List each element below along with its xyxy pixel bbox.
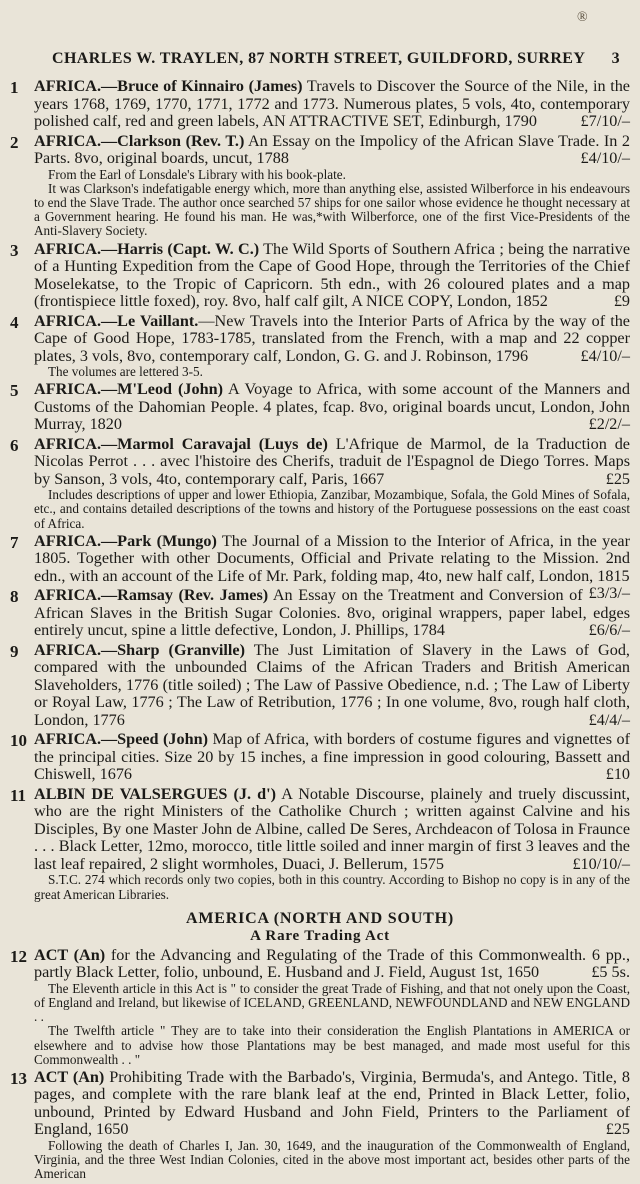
entry-text: The Journal of a Mission to the Interior of Africa, in the year 1805. Together with other Documents, Official and Private relating to the Mission. 2nd edn., with an account of the Life of Mr. Park, folding map, 4to, new half calf, London, 1815 xyxy=(34,531,630,585)
entry-lead: AFRICA.—Speed (John) xyxy=(34,730,209,749)
entry-number: 12 xyxy=(10,946,27,966)
entry-text: L'Afrique de Marmol, de la Traduction de Nicolas Perrot . . . avec l'histoire des Cherifs, traduit de l'Espagnol de Diego Torres. Maps by Sanson, 3 vols, 4to, contemporary calf, Paris, 1667 xyxy=(34,434,630,488)
entry-number: 8 xyxy=(10,587,19,607)
entry-lead: AFRICA.—Clarkson (Rev. T.) xyxy=(34,131,245,150)
entry-price: £10/10/– xyxy=(572,854,630,873)
header-title: CHARLES W. TRAYLEN, 87 NORTH STREET, GUILDFORD, SURREY xyxy=(52,50,586,67)
entry-number: 4 xyxy=(10,312,19,332)
entry-number: 3 xyxy=(10,240,19,260)
entry-lead: AFRICA.—Park (Mungo) xyxy=(34,531,217,550)
catalogue-entry xyxy=(10,584,630,640)
entry-price: £4/10/– xyxy=(580,149,630,167)
entry-text: Travels to Discover the Source of the Nile, in the years 1768, 1769, 1770, 1771, 1772 and 1773. Numerous plates, 5 vols, 4to, contemporary polished calf, red and green labels, AN ATTRACTIVE SET, Edinburgh, 1790 xyxy=(34,77,630,130)
entry-note: Includes descriptions of upper and lower Ethiopia, Zanzibar, Mozambique, Sofala, the Gold Mines of Sofala, etc., and contains detailed descriptions of the towns and history of the Portuguese possessions on the east coast of Africa. xyxy=(34,487,630,531)
entry-text: —New Travels into the Interior Parts of Africa by the way of the Cape of Good Hope, 1783-1785, translated from the French, with a map and 22 copper plates, 3 vols, 8vo, contemporary calf, London, G. G. and J. Robinson, 1796 xyxy=(34,311,630,365)
entry-lead: ACT (An) xyxy=(34,1067,105,1086)
entry-description xyxy=(34,313,630,366)
entry-lead: ALBIN DE VALSERGUES (J. d') xyxy=(34,784,277,803)
entry-text: An Essay on the Treatment and Conversion of African Slaves in the British Sugar Colonies. 8vo, original wrappers, paper label, edges entirely uncut, spine a little defective, London, J. Phillips, 1784 xyxy=(34,586,630,640)
entry-lead: AFRICA.—Harris (Capt. W. C.) xyxy=(34,239,260,258)
entry-description xyxy=(34,436,630,489)
entry-price: £10 xyxy=(605,765,630,784)
entry-number: 6 xyxy=(10,435,19,455)
entry-description xyxy=(34,241,630,311)
entry-text: A Voyage to Africa, with some account of the Manners and Customs of the Dahomian People. 4 plates, fcap. 8vo, original boards uncut, London, John Murray, 1820 xyxy=(34,380,630,434)
entry-number: 13 xyxy=(10,1068,27,1088)
section-heading: AMERICA (NORTH AND SOUTH) xyxy=(186,909,454,927)
entry-text: An Essay on the Impolicy of the African Slave Trade. In 2 Parts. 8vo, original boards, uncut, 1788 xyxy=(34,131,630,167)
catalogue-entry xyxy=(10,241,630,311)
entry-text: A Notable Discourse, plainely and truely discussint, who are the right Ministers of the Catholike Church ; written against Calvine and his Disciples, By one Master John de Albine, called De Seres, Archdeacon of Tolosa in Fraunce . . . Black Letter, 12mo, morocco, title little soiled and inner margin of first 3 leaves and the last leaf repaired, 2 slight wormholes, Duaci, J. Bellerum, 1575 xyxy=(34,784,631,873)
entry-number: 9 xyxy=(10,641,19,661)
entry-description xyxy=(34,947,630,982)
entry-list-america xyxy=(10,947,630,1182)
entry-note: From the Earl of Lonsdale's Library with his book-plate. xyxy=(48,166,346,182)
catalogue-entry xyxy=(10,436,630,531)
entry-number: 10 xyxy=(10,731,27,751)
entry-price: £3/3/– xyxy=(588,584,630,603)
entry-price: £7/10/– xyxy=(580,112,630,130)
catalogue-entry xyxy=(10,381,630,434)
entry-lead: AFRICA.—Sharp (Granville) xyxy=(34,640,245,659)
entry-note: The Eleventh article in this Act is " to consider the great Trade of Fishing, and that not onely upon the Coast, of England and Ireland, but likewise of ICELAND, GREENLAND, NEWFOUNDLAND and NEW ENGLAND . . xyxy=(34,980,630,1025)
section-subheading: A Rare Trading Act xyxy=(250,927,390,944)
entry-list-africa xyxy=(10,78,630,902)
entry-number: 2 xyxy=(10,132,19,152)
entry-description xyxy=(34,381,630,434)
entry-number: 5 xyxy=(10,381,19,401)
entry-price: £9 xyxy=(613,292,630,311)
entry-note: The volumes are lettered 3-5. xyxy=(48,364,203,380)
entry-lead: AFRICA.—Le Vaillant. xyxy=(34,311,199,330)
entry-description xyxy=(34,1069,630,1139)
entry-price: £4/4/– xyxy=(588,710,630,729)
catalogue-entry xyxy=(10,1069,630,1182)
catalogue-entries xyxy=(10,78,630,1184)
entry-number: 7 xyxy=(10,532,19,552)
entry-price: £6/6/– xyxy=(588,621,630,640)
entry-note: S.T.C. 274 which records only two copies, both in this country. According to Bishop no copy is in any of the great American Libraries. xyxy=(34,872,630,902)
entry-number: 11 xyxy=(10,785,27,805)
entry-lead: AFRICA.—Bruce of Kinnairo (James) xyxy=(34,77,303,95)
entry-lead: ACT (An) xyxy=(34,945,106,964)
entry-note: The Twelfth article " They are to take into their consideration the English Plantations in AMERICA or elsewhere and to advise how those Plantations may be best managed, and made most useful for this Commonwealth . . " xyxy=(34,1023,630,1067)
catalogue-entry xyxy=(10,642,630,730)
entry-description xyxy=(34,133,630,168)
entry-price: £2/2/– xyxy=(588,415,630,434)
entry-lead: AFRICA.—Marmol Caravajal (Luys de) xyxy=(34,434,328,453)
entry-price: £4/10/– xyxy=(580,346,630,365)
entry-text: The Just Limitation of Slavery in the Laws of God, compared with the unbounded Claims of the African Traders and British American Slaveholders, 1776 (title soiled) ; The Law of Passive Obedience, n.d. ; The Law of Liberty or Royal Law, 1776 ; The Law of Retribution, 1776 ; In one volume, 8vo, rough half cloth, London, 1776 xyxy=(34,640,630,729)
entry-description xyxy=(34,786,630,874)
entry-note: Following the death of Charles I, Jan. 30, 1649, and the inauguration of the Commonwealth of England, Virginia, and the three West Indian Colonies, cited in the above most important act, besides other parts of the American xyxy=(34,1137,630,1182)
entry-text: for the Advancing and Regulating of the Trade of this Commonwealth. 6 pp., partly Black Letter, folio, unbound, E. Husband and J. Field, August 1st, 1650 xyxy=(34,945,630,982)
entry-description xyxy=(34,642,630,730)
entry-description xyxy=(34,78,630,131)
page-header xyxy=(52,50,620,68)
entry-price: £5 5s. xyxy=(591,963,630,982)
entry-price: £25 xyxy=(605,1120,630,1139)
entry-lead: AFRICA.—M'Leod (John) xyxy=(34,380,223,399)
catalogue-entry xyxy=(10,947,630,1067)
entry-price: £25 xyxy=(605,469,630,488)
catalogue-entry xyxy=(10,786,630,902)
catalogue-entry xyxy=(10,133,630,239)
catalogue-entry xyxy=(10,731,630,784)
entry-number: 1 xyxy=(10,78,19,97)
catalogue-entry xyxy=(10,78,630,131)
entry-text: The Wild Sports of Southern Africa ; being the narrative of a Hunting Expedition from the Cape of Good Hope, through the Territories of the Chief Moselekatse, to the Tropic of Capricorn. 5th edn., with 26 coloured plates and a map (frontispiece little foxed), roy. 8vo, half calf gilt, A NICE COPY, London, 1852 xyxy=(34,239,631,311)
entry-description xyxy=(34,584,630,640)
entry-description xyxy=(34,731,630,784)
entry-note: It was Clarkson's indefatigable energy which, more than anything else, assisted Wilberforce in his endeavours to end the Slave Trade. The author once searched 57 ships for one sailor whose evidence he thought necessary at a Government hearing. He found his man. He was,*with Wilberforce, one of the first Vice-Presidents of the Anti-Slavery Society. xyxy=(34,180,630,239)
entry-lead: AFRICA.—Ramsay (Rev. James) xyxy=(34,586,269,605)
page-number: 3 xyxy=(611,50,620,67)
entry-text: Map of Africa, with borders of costume figures and vignettes of the principal cities. Size 20 by 15 inches, a fine impression in good colouring, Bassett and Chiswell, 1676 xyxy=(34,730,630,784)
page-corner-mark: ® xyxy=(577,10,588,25)
entry-text: Prohibiting Trade with the Barbado's, Virginia, Bermuda's, and Antego. Title, 8 pages, and complete with the rare blank leaf at the end, Printed in Black Letter, folio, unbound, Printed by Edward Husband and John Field, Printers to the Parliament of England, 1650 xyxy=(34,1067,630,1139)
catalogue-entry xyxy=(10,313,630,380)
